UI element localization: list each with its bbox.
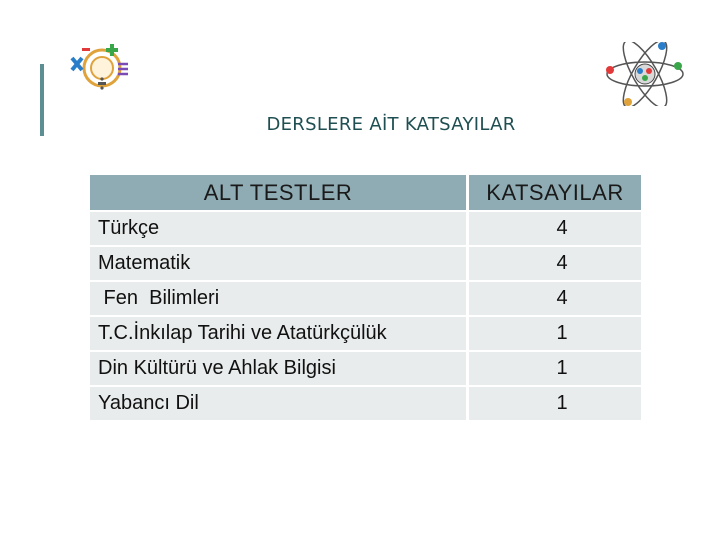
- coefficient-cell: 4: [469, 280, 641, 315]
- coefficient-cell: 4: [469, 245, 641, 280]
- table-row: [90, 350, 641, 385]
- test-name-cell: Yabancı Dil: [90, 385, 469, 420]
- test-name-cell: Din Kültürü ve Ahlak Bilgisi: [90, 350, 469, 385]
- table-row: [90, 210, 641, 245]
- test-name-cell: Fen Bilimleri: [90, 280, 469, 315]
- math-symbols-icon: [66, 40, 136, 94]
- table-row: [90, 280, 641, 315]
- column-header-tests: ALT TESTLER: [90, 175, 469, 210]
- table-row: [90, 385, 641, 420]
- test-name-cell: Matematik: [90, 245, 469, 280]
- coefficient-cell: 4: [469, 210, 641, 245]
- table-row: [90, 315, 641, 350]
- coefficient-cell: 1: [469, 315, 641, 350]
- coefficient-cell: 1: [469, 385, 641, 420]
- test-name-cell: T.C.İnkılap Tarihi ve Atatürkçülük: [90, 315, 469, 350]
- test-name-cell: Türkçe: [90, 210, 469, 245]
- coefficient-cell: 1: [469, 350, 641, 385]
- table-header-row: [90, 175, 641, 210]
- coefficients-table: [90, 175, 641, 420]
- page-title: DERSLERE AİT KATSAYILAR: [266, 114, 516, 135]
- table-row: [90, 245, 641, 280]
- atom-icon: [602, 42, 688, 106]
- column-header-coefficients: KATSAYILAR: [469, 175, 641, 210]
